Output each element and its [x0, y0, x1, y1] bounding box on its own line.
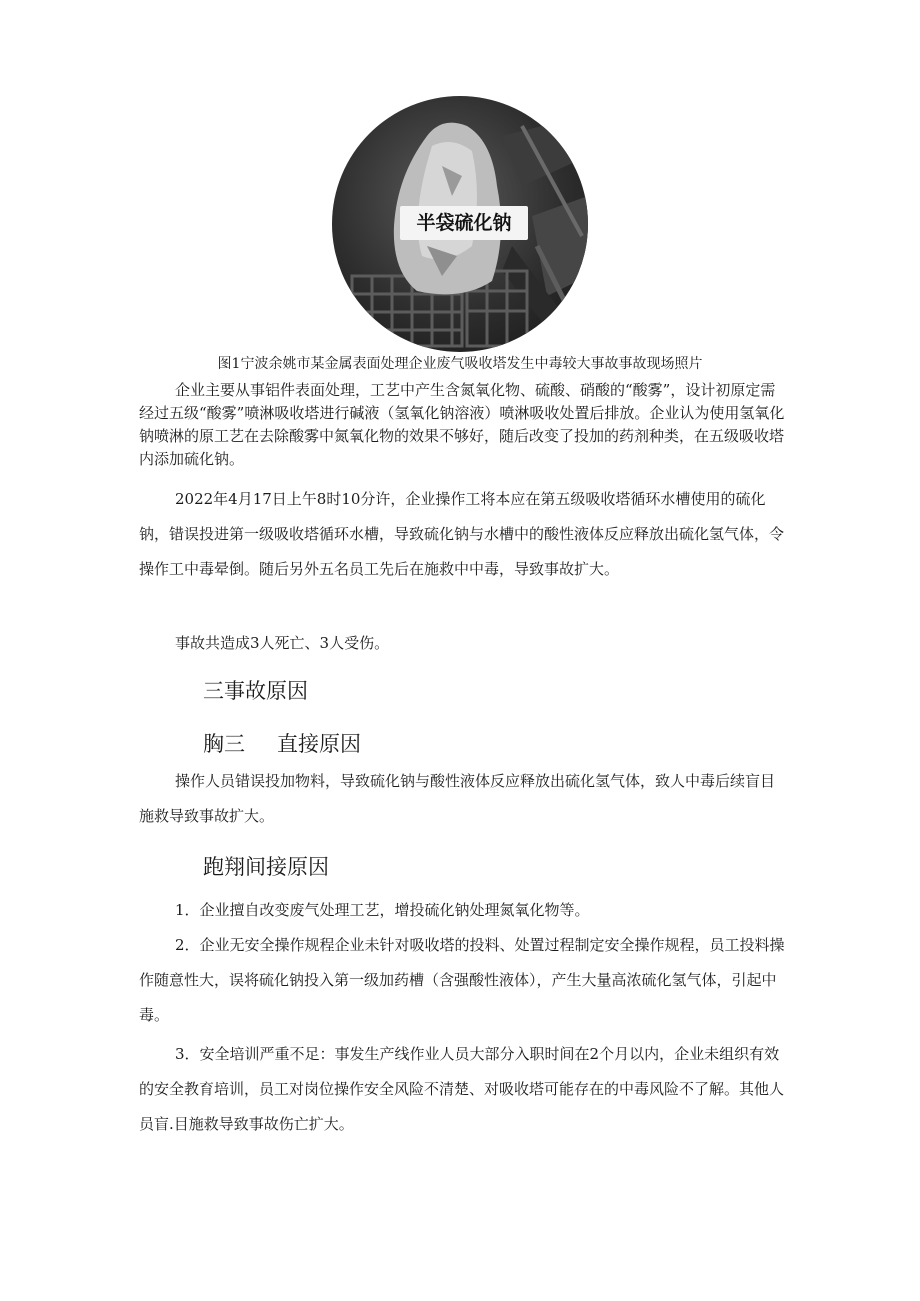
heading-direct-cause-text: 直接原因 — [277, 732, 361, 756]
figure-caption: 图1宁波余姚市某金属表面处理企业废气吸收塔发生中毒较大事故事故现场照片 — [217, 356, 703, 372]
heading-indirect-cause: 跑翔间接原因 — [203, 855, 329, 879]
paragraph-direct-cause-text: 操作人员错误投加物料，导致硫化钠与酸性液体反应释放出硫化氢气体，致人中毒后续盲目施救导致事故扩大。 — [139, 772, 776, 825]
list-item-1 — [139, 893, 789, 928]
paragraph-casualties — [139, 626, 789, 661]
photo-label: 半袋硫化钠 — [400, 206, 528, 240]
list-item-3-text: 3．安全培训严重不足：事发生产线作业人员大部分入职时间在2个月以内，企业未组织有效的安全教育培训，员工对岗位操作安全风险不清楚、对吸收塔可能存在的中毒风险不了解。其他人员盲.目施救导致事故伤亡扩大。 — [139, 1045, 785, 1133]
list-item-1-text: 1．企业擅自改变废气处理工艺，增投硫化钠处理氮氧化物等。 — [175, 901, 590, 919]
list-item-2-text: 2．企业无安全操作规程企业未针对吸收塔的投料、处置过程制定安全操作规程，员工投料操作随意性大，误将硫化钠投入第一级加药槽（含强酸性液体），产生大量高浓硫化氢气体，引起中毒。 — [139, 936, 785, 1024]
paragraph-incident-text: 2022年4月17日上午8时10分许，企业操作工将本应在第五级吸收塔循环水槽使用的硫化钠，错误投进第一级吸收塔循环水槽，导致硫化钠与水槽中的酸性液体反应释放出硫化氢气体，令操作工中毒晕倒。随后另外五名员工先后在施救中中毒，导致事故扩大。 — [139, 490, 785, 578]
paragraph-process — [139, 379, 789, 471]
paragraph-casualties-text: 事故共造成3人死亡、3人受伤。 — [175, 634, 390, 652]
accident-photo — [332, 96, 588, 352]
heading-direct-cause — [203, 730, 361, 758]
paragraph-process-text: 企业主要从事铝件表面处理，工艺中产生含氮氧化物、硫酸、硝酸的“酸雾”，设计初原定需经过五级“酸雾”喷淋吸收塔进行碱液（氢氧化钠溶液）喷淋吸收处置后排放。企业认为使用氢氧化钠喷淋的原工艺在去除酸雾中氮氧化物的效果不够好，随后改变了投加的药剂种类，在五级吸收塔内添加硫化钠。 — [139, 381, 785, 468]
heading-accident-causes: 三事故原因 — [203, 679, 308, 703]
paragraph-direct-cause — [139, 764, 789, 834]
list-item-3 — [139, 1037, 789, 1142]
accident-photo-image — [332, 96, 588, 352]
list-item-2 — [139, 928, 789, 1033]
paragraph-incident — [139, 482, 789, 587]
heading-direct-cause-prefix: 胸三 — [203, 732, 245, 756]
